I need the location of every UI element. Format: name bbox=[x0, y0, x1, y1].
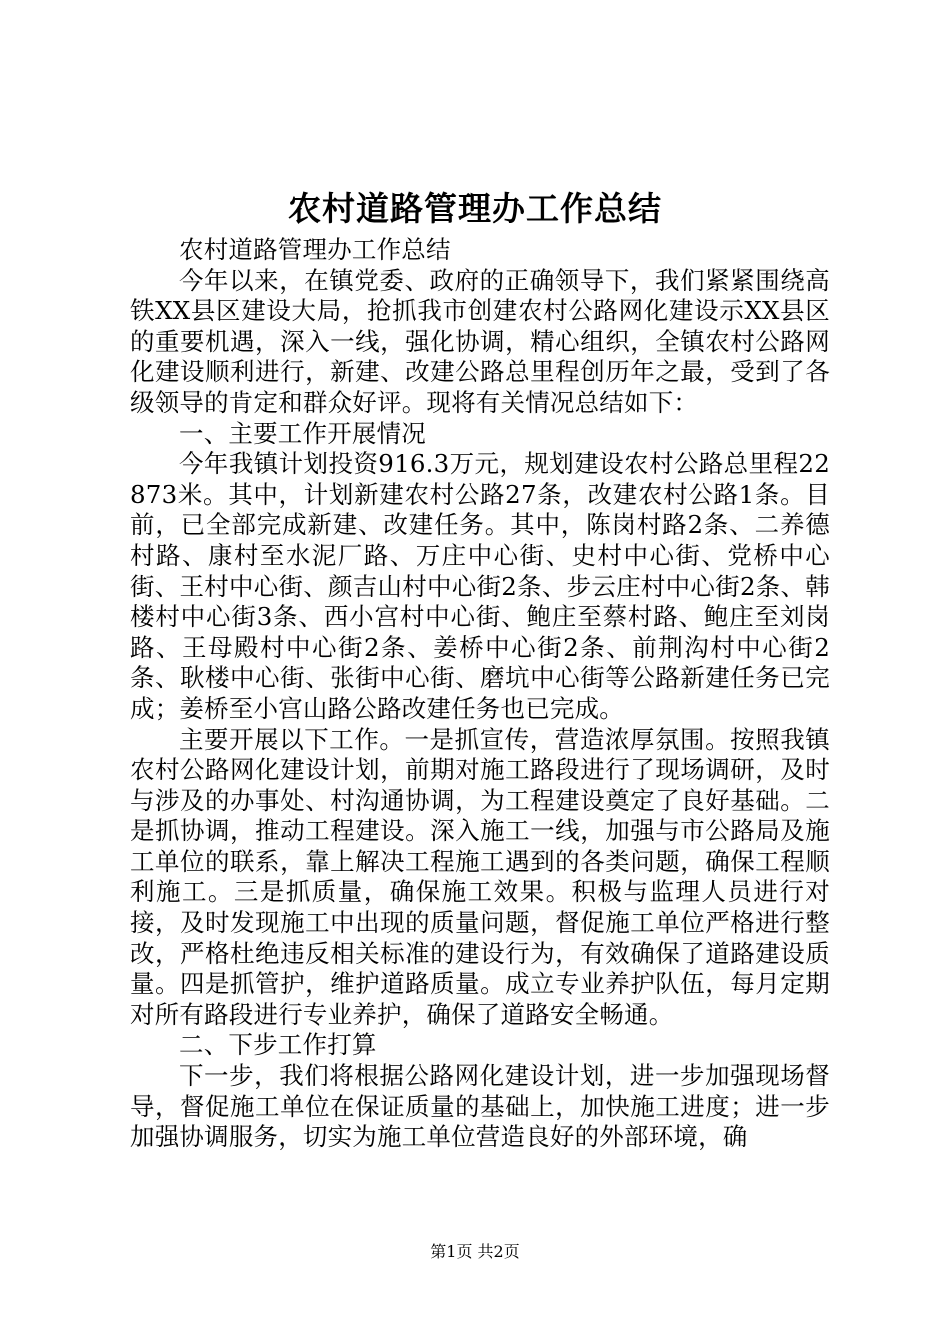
body-paragraph: 今年我镇计划投资916.3万元，规划建设农村公路总里程22873米。其中，计划新建农村公路27条，改建农村公路1条。目前，已全部完成新建、改建任务。其中，陈岗村路2条、二养德村路、康村至水泥厂路、万庄中心街、史村中心街、党桥中心街、王村中心街、颜吉山村中心街2条、步云庄村中心街2条、韩楼村中心街3条、西小宫村中心街、鲍庄至蔡村路、鲍庄至刘岗路、王母殿村中心街2条、姜桥中心街2条、前荆沟村中心街2条、耿楼中心街、张街中心街、磨坑中心街等公路新建任务已完成；姜桥至小宫山路公路改建任务也已完成。 bbox=[130, 449, 830, 723]
document-body bbox=[130, 235, 830, 1153]
body-paragraph: 主要开展以下工作。一是抓宣传，营造浓厚氛围。按照我镇农村公路网化建设计划，前期对施工路段进行了现场调研，及时与涉及的办事处、村沟通协调，为工程建设奠定了良好基础。二是抓协调，推动工程建设。深入施工一线，加强与市公路局及施工单位的联系，靠上解决工程施工遇到的各类问题，确保工程顺利施工。三是抓质量，确保施工效果。积极与监理人员进行对接，及时发现施工中出现的质量问题，督促施工单位严格进行整改，严格杜绝违反相关标准的建设行为，有效确保了道路建设质量。四是抓管护，维护道路质量。成立专业养护队伍，每月定期对所有路段进行专业养护，确保了道路安全畅通。 bbox=[130, 724, 830, 1029]
section-heading-1: 一、主要工作开展情况 bbox=[179, 418, 426, 448]
section-heading-2: 二、下步工作打算 bbox=[179, 1030, 377, 1060]
document-title: 农村道路管理办工作总结 bbox=[288, 189, 662, 228]
subtitle-paragraph: 农村道路管理办工作总结 bbox=[179, 235, 451, 264]
page-footer: 第1页 共2页 bbox=[430, 1242, 520, 1261]
body-paragraph: 下一步，我们将根据公路网化建设计划，进一步加强现场督导，督促施工单位在保证质量的基础上，加快施工进度；进一步加强协调服务，切实为施工单位营造良好的外部环境，确 bbox=[130, 1061, 830, 1152]
intro-paragraph: 今年以来，在镇党委、政府的正确领导下，我们紧紧围绕高铁XX县区建设大局，抢抓我市创建农村公路网化建设示XX县区的重要机遇，深入一线，强化协调，精心组织，全镇农村公路网化建设顺利进行，新建、改建公路总里程创历年之最，受到了各级领导的肯定和群众好评。现将有关情况总结如下： bbox=[130, 265, 830, 417]
